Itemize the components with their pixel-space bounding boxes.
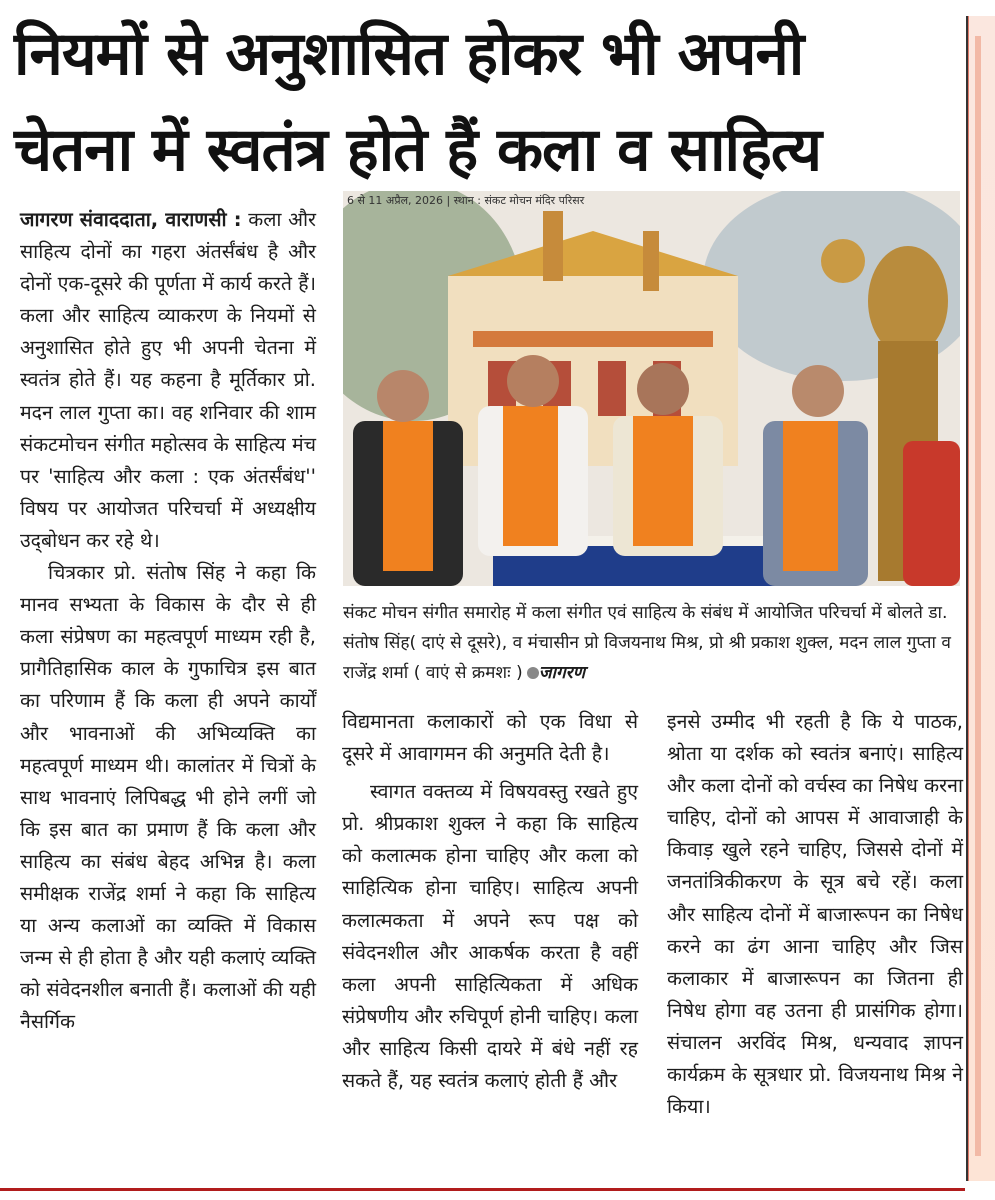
page-bottom-rule	[0, 1188, 965, 1191]
article-column-3	[667, 706, 963, 1123]
paragraph: चित्रकार प्रो. संतोष सिंह ने कहा कि मानव सभ्यता के विकास के दौर से ही कला संप्रेषण का महत्वपूर्ण माध्यम रही है, प्रागैतिहासिक काल के गुफाचित्र इस बात का परिणाम हैं कि कला ही अपने कार्यों और भावनाओं की अभिव्यक्ति का महत्वपूर्ण माध्यम थी। कालांतर में चित्रों के साथ भावनाएं लिपिबद्ध भी होने लगीं जो कि इस बात का प्रमाण हैं कि कला और साहित्य का संबंध बेहद अभिन्न है। कला समीक्षक राजेंद्र शर्मा ने कहा कि साहित्य या अन्य कलाओं का व्यक्ति में विकास जन्म से ही होता है और यही कलाएं व्यक्ति को संवेदनशील बनाती हैं। कलाओं की यही नैसर्गिक	[20, 561, 316, 1034]
photo-caption	[343, 598, 963, 688]
event-photo	[343, 191, 960, 586]
photo-credit: जागरण	[538, 663, 586, 683]
paragraph: कला और साहित्य दोनों का गहरा अंतर्संबंध है और दोनों एक-दूसरे की पूर्णता में कार्य करते हैं। कला और साहित्य व्याकरण के नियमों से अनुशासित होते हुए भी अपनी चेतना में स्वतंत्र होते हैं। यह कहना है मूर्तिकार प्रो. मदन लाल गुप्ता का। वह शनिवार की शाम संकटमोचन संगीत महोत्सव के साहित्य मंच पर 'साहित्य और कला : एक अंतर्संबंध'' विषय पर आयोजत परिचर्चा में अध्यक्षीय उद्‌बोधन कर रहे थे।	[20, 208, 316, 552]
article-column-1	[20, 204, 316, 1038]
adjacent-article-edge	[968, 16, 995, 1181]
headline-line-1: नियमों से अनुशासित होकर भी अपनी	[14, 19, 804, 89]
backdrop-banner-text: 6 से 11 अप्रैल, 2026 | स्थान : संकट मोचन मंदिर परिसर	[347, 194, 585, 207]
stage-scene-illustration	[343, 191, 960, 586]
paragraph: स्वागत वक्तव्य में विषयवस्तु रखते हुए प्रो. श्रीप्रकाश शुक्ल ने कहा कि साहित्य को कलात्मक होना चाहिए और कला को साहित्यिक होना चाहिए। साहित्य अपनी कलात्मकता में अपने रूप पक्ष को संवेदनशील और आकर्षक करता है वहीं कला अपनी साहित्यिकता में अधिक संप्रेषणीय और रुचिपूर्ण होनी चाहिए। कला और साहित्य किसी दायरे में बंधे नहीं रह सकते हैं, यह स्वतंत्र कलाएं होती हैं और	[342, 780, 638, 1093]
paragraph: इनसे उम्मीद भी रहती है कि ये पाठक, श्रोता या दर्शक को स्वतंत्र बनाएं। साहित्य और कला दोनों को वर्चस्व का निषेध करना चाहिए, दोनों को आपस में आवाजाही के किवाड़ खुले रहने चाहिए, जिससे दोनों में जनतांत्रिकीकरण के सूत्र बचे रहें। कला और साहित्य दोनों में बाजारूपन का निषेध करने का ढंग आना चाहिए और जिस कलाकार में बाजारूपन का जितना ही निषेध होगा वह उतना ही प्रासंगिक होगा। संचालन अरविंद मिश्र, धन्यवाद ज्ञापन कार्यक्रम के सूत्रधार प्रो. विजयनाथ मिश्र ने किया।	[667, 710, 963, 1119]
paragraph: विद्यमानता कलाकारों को एक विधा से दूसरे में आवागमन की अनुमति देती है।	[342, 710, 638, 766]
headline	[14, 6, 959, 198]
headline-line-2: चेतना में स्वतंत्र होते हैं कला व साहित्य	[14, 115, 822, 185]
caption-text: संकट मोचन संगीत समारोह में कला संगीत एवं साहित्य के संबंध में आयोजित परिचर्चा में बोलते डा. संतोष सिंह( दाएं से दूसरे), व मंचासीन प्रो विजयनाथ मिश्र, प्रो श्री प्रकाश शुक्ल, मदन लाल गुप्ता व राजेंद्र शर्मा ( वाएं से क्रमशः )	[343, 603, 951, 683]
article-column-2	[342, 706, 638, 1097]
credit-dot-icon	[527, 667, 539, 679]
byline: जागरण संवाददाता, वाराणसी :	[20, 208, 242, 231]
